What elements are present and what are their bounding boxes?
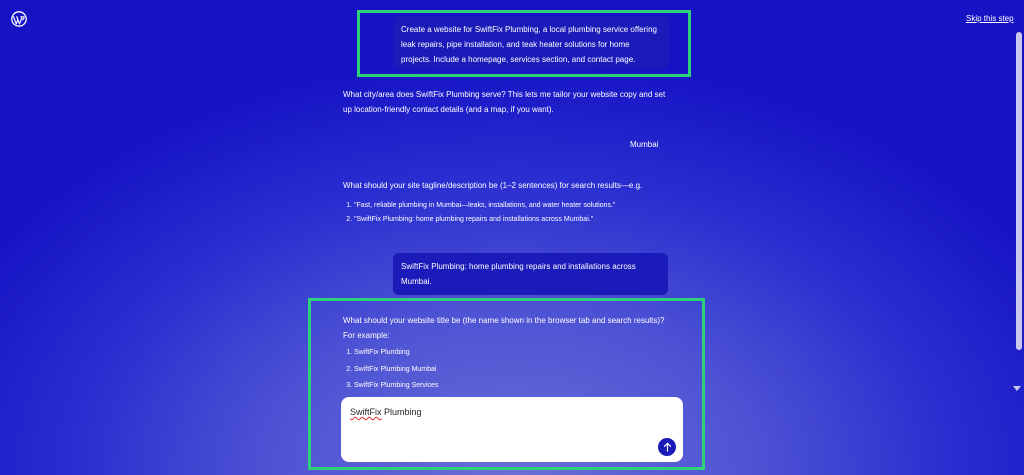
send-button[interactable]	[658, 438, 676, 456]
title-option: 2. SwiftFix Plumbing Mumbai	[354, 364, 694, 381]
user-message-text: SwiftFix Plumbing: home plumbing repairs and installations across Mumbai.	[401, 262, 636, 286]
scrollbar-thumb[interactable]	[1016, 32, 1022, 350]
message-input[interactable]	[341, 397, 683, 462]
arrow-up-icon	[663, 442, 672, 452]
user-answer-city: Mumbai	[630, 140, 659, 149]
user-message-text: Create a website for SwiftFix Plumbing, a local plumbing service offering leak repairs, pipe installation, and teak heater solutions for home projects. Include a homepage, services section, and contact page.	[401, 25, 657, 64]
user-message-tagline	[393, 253, 668, 295]
skip-step-link[interactable]: Skip this step	[966, 14, 1014, 23]
assistant-question-title: What should your website title be (the name shown in the browser tab and search results)? For example:	[343, 316, 665, 340]
input-word: Plumbing	[384, 407, 422, 417]
title-option: 1. SwiftFix Plumbing	[354, 347, 694, 364]
tagline-option: 1. "Fast, reliable plumbing in Mumbai—leaks, installations, and water heater solutions."	[354, 200, 694, 214]
assistant-question-city: What city/area does SwiftFix Plumbing serve? This lets me tailor your website copy and set up location-friendly contact details (and a map, if you want).	[343, 90, 666, 114]
tagline-option: 2. "SwiftFix Plumbing: home plumbing repairs and installations across Mumbai."	[354, 214, 694, 228]
title-options-list	[336, 347, 694, 397]
assistant-question-tagline: What should your site tagline/description be (1–2 sentences) for search results—e.g.	[343, 181, 643, 190]
wordpress-icon[interactable]	[11, 11, 27, 27]
spellcheck-word: SwiftFix	[350, 407, 382, 417]
title-option: 3. SwiftFix Plumbing Services	[354, 380, 694, 397]
user-message-prompt	[393, 16, 669, 68]
tagline-options-list	[336, 200, 694, 228]
message-input-value[interactable]	[350, 407, 674, 417]
scroll-down-arrow-icon[interactable]	[1013, 386, 1021, 391]
